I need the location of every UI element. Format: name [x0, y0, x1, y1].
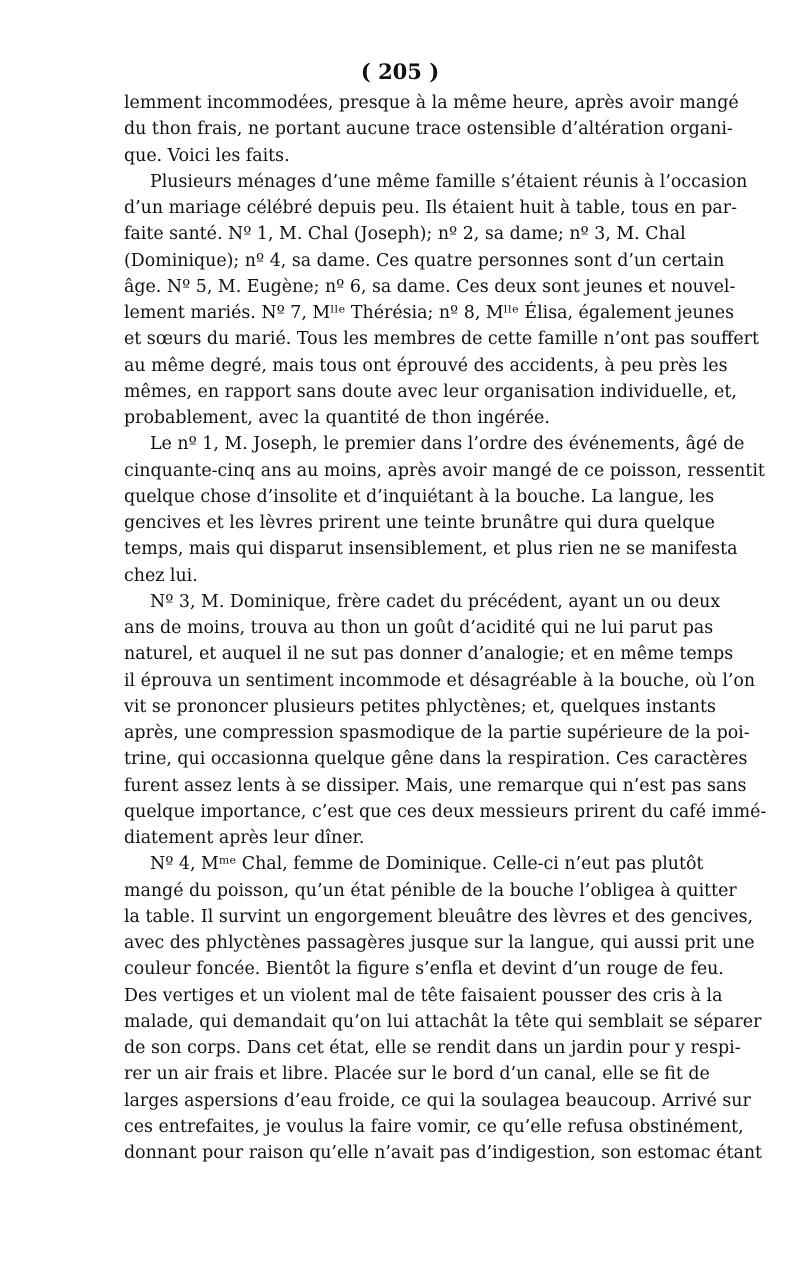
text-line: âge. Nº 5, M. Eugène; nº 6, sa dame. Ces deux sont jeunes et nouvel-: [124, 276, 736, 297]
text-line: vit se prononcer plusieurs petites phlyctènes; et, quelques instants: [124, 696, 716, 717]
text-line: furent assez lents à se dissiper. Mais, une remarque qui n’est pas sans: [124, 775, 747, 796]
text-line: la table. Il survint un engorgement bleuâtre des lèvres et des gencives,: [124, 906, 754, 927]
body-text: [124, 90, 767, 1166]
text-line: malade, qui demandait qu’on lui attachât la tête qui semblait se séparer: [124, 1011, 762, 1032]
text-line: que. Voici les faits.: [124, 145, 290, 166]
text-line: trine, qui occasionna quelque gêne dans la respiration. Ces caractères: [124, 749, 748, 770]
text-line: cinquante-cinq ans au moins, après avoir mangé de ce poisson, ressentit: [124, 460, 765, 481]
text-line: donnant pour raison qu’elle n’avait pas d’indigestion, son estomac étant: [124, 1143, 763, 1163]
paragraph: [124, 851, 763, 1166]
page-number: ( 205 ): [360, 59, 440, 84]
text-line: mangé du poisson, qu’un état pénible de la bouche l’obligea à quitter: [124, 880, 737, 901]
text-line: après, une compression spasmodique de la partie supérieure de la poi-: [124, 723, 750, 743]
text-line: quelque importance, c’est que ces deux messieurs prirent du café immé-: [124, 801, 767, 822]
text-line: gencives et les lèvres prirent une teinte brunâtre qui dura quelque: [124, 513, 715, 533]
text-line: (Dominique); nº 4, sa dame. Ces quatre personnes sont d’un certain: [124, 250, 725, 271]
text-line: ces entrefaites, je voulus la faire vomir, ce qu’elle refusa obstinément,: [124, 1116, 744, 1137]
text-line: lemment incommodées, presque à la même heure, après avoir mangé: [124, 93, 739, 113]
paragraph: [124, 431, 765, 589]
paragraph: [124, 169, 759, 432]
text-line: probablement, avec la quantité de thon ingérée.: [124, 408, 550, 428]
text-line: avec des phlyctènes passagères jusque sur la langue, qui aussi prit une: [124, 933, 755, 953]
text-line: Des vertiges et un violent mal de tête faisaient pousser des cris à la: [124, 985, 723, 1006]
text-line: de son corps. Dans cet état, elle se rendit dans un jardin pour y respi-: [124, 1038, 741, 1058]
text-line: d’un mariage célébré depuis peu. Ils étaient huit à table, tous en par-: [124, 198, 737, 218]
text-line: naturel, et auquel il ne sut pas donner d’analogie; et en même temps: [124, 644, 734, 665]
text-line: lement mariés. Nº 7, Mˡˡᵉ Thérésia; nº 8, Mˡˡᵉ Élisa, également jeunes: [124, 303, 734, 323]
text-line: faite santé. Nº 1, M. Chal (Joseph); nº 2, sa dame; nº 3, M. Chal: [124, 224, 686, 245]
text-line: quelque chose d’insolite et d’inquiétant à la bouche. La langue, les: [124, 486, 715, 507]
text-line: il éprouva un sentiment incommode et désagréable à la bouche, où l’on: [124, 670, 756, 691]
text-line: chez lui.: [124, 565, 198, 586]
text-line: Plusieurs ménages d’une même famille s’étaient réunis à l’occasion: [150, 171, 748, 192]
text-line: Nº 3, M. Dominique, frère cadet du précédent, ayant un ou deux: [150, 591, 721, 612]
text-line: larges aspersions d’eau froide, ce qui la soulagea beaucoup. Arrivé sur: [124, 1090, 751, 1111]
text-line: et sœurs du marié. Tous les membres de cette famille n’ont pas souffert: [124, 329, 759, 350]
text-line: temps, mais qui disparut insensiblement, et plus rien ne se manifesta: [124, 539, 738, 560]
text-line: Nº 4, Mᵐᵉ Chal, femme de Dominique. Celle-ci n’eut pas plutôt: [150, 854, 704, 875]
paragraph: [124, 589, 767, 852]
text-line: du thon frais, ne portant aucune trace ostensible d’altération organi-: [124, 119, 733, 140]
text-line: diatement après leur dîner.: [124, 828, 365, 848]
paragraph: [124, 90, 739, 169]
text-line: rer un air frais et libre. Placée sur le bord d’un canal, elle se fit de: [124, 1064, 710, 1085]
text-line: mêmes, en rapport sans doute avec leur organisation individuelle, et,: [124, 381, 737, 402]
text-line: Le nº 1, M. Joseph, le premier dans l’ordre des événements, âgé de: [150, 434, 745, 455]
text-line: couleur foncée. Bientôt la figure s’enfla et devint d’un rouge de feu.: [124, 959, 724, 980]
text-line: au même degré, mais tous ont éprouvé des accidents, à peu près les: [124, 355, 728, 376]
text-line: ans de moins, trouva au thon un goût d’acidité qui ne lui parut pas: [124, 618, 714, 638]
